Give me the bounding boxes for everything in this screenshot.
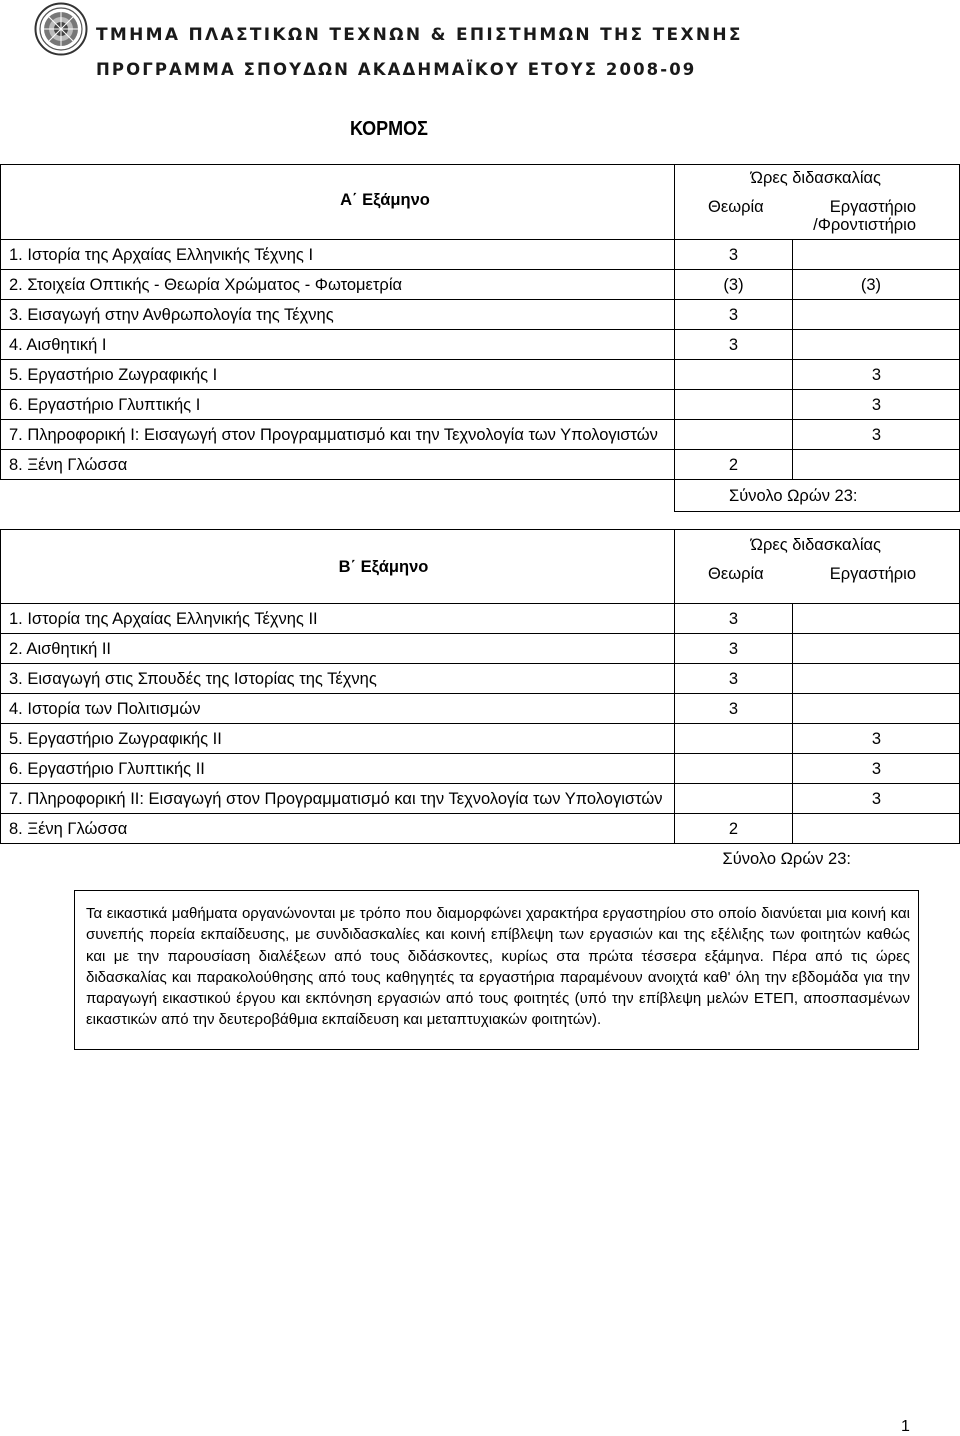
semester_a-course-row xyxy=(1,330,960,360)
lab-hours: 3 xyxy=(793,360,960,390)
lab-header-b: Εργαστήριο xyxy=(829,565,916,583)
semester_a-course-row xyxy=(1,450,960,480)
lab-hours: (3) xyxy=(793,270,960,300)
theory-hours: 3 xyxy=(675,634,793,664)
semester-b-table xyxy=(0,529,960,874)
course-name: 4. Αισθητική Ι xyxy=(1,330,675,360)
theory-header: Θεωρία xyxy=(708,198,764,216)
lab-hours xyxy=(793,634,960,664)
lab-hours: 3 xyxy=(793,420,960,450)
section-title: ΚΟΡΜΟΣ xyxy=(350,118,428,140)
lab-header: Εργαστήριο /Φροντιστήριο xyxy=(813,198,916,234)
theory-hours xyxy=(675,724,793,754)
course-name: 6. Εργαστήριο Γλυπτικής ΙΙ xyxy=(1,754,675,784)
program-title: ΠΡΟΓΡΑΜΜΑ ΣΠΟΥΔΩΝ ΑΚΑΔΗΜΑΪΚΟΥ ΕΤΟΥΣ 2008-09 xyxy=(96,60,697,79)
semester-a-total-row xyxy=(1,480,960,512)
semester-a-header-row xyxy=(1,165,960,240)
theory-hours: 2 xyxy=(675,814,793,844)
lab-hours xyxy=(793,240,960,270)
lab-hours xyxy=(793,300,960,330)
course-name: 7. Πληροφορική ΙΙ: Εισαγωγή στον Προγραμματισμό και την Τεχνολογία των Υπολογιστών xyxy=(1,784,675,814)
semester-b-total: Σύνολο Ωρών 23: xyxy=(722,849,851,868)
semester-a-table xyxy=(0,164,960,512)
course-name: 8. Ξένη Γλώσσα xyxy=(1,450,675,480)
semester_b-course-row xyxy=(1,724,960,754)
theory-hours xyxy=(675,784,793,814)
lab-hours xyxy=(793,604,960,634)
course-name: 7. Πληροφορική Ι: Εισαγωγή στον Προγραμματισμό και την Τεχνολογία των Υπολογιστών xyxy=(1,420,675,450)
semester-a-title: Α΄ Εξάμηνο xyxy=(1,165,675,240)
semester_b-course-row xyxy=(1,634,960,664)
lab-hours: 3 xyxy=(793,390,960,420)
lab-hours xyxy=(793,694,960,724)
course-name: 1. Ιστορία της Αρχαίας Ελληνικής Τέχνης ΙΙ xyxy=(1,604,675,634)
university-seal-icon xyxy=(34,2,88,56)
course-name: 8. Ξένη Γλώσσα xyxy=(1,814,675,844)
semester_a-course-row xyxy=(1,420,960,450)
lab-hours: 3 xyxy=(793,754,960,784)
hours-header-cell-b xyxy=(675,530,960,604)
course-name: 5. Εργαστήριο Ζωγραφικής Ι xyxy=(1,360,675,390)
semester_a-course-row xyxy=(1,240,960,270)
note-box xyxy=(74,890,919,1050)
lab-hours: 3 xyxy=(793,724,960,754)
course-name: 5. Εργαστήριο Ζωγραφικής ΙΙ xyxy=(1,724,675,754)
semester_a-course-row xyxy=(1,390,960,420)
course-name: 2. Αισθητική ΙΙ xyxy=(1,634,675,664)
theory-hours: 3 xyxy=(675,330,793,360)
theory-hours xyxy=(675,360,793,390)
semester_b-course-row xyxy=(1,784,960,814)
semester_b-course-row xyxy=(1,604,960,634)
theory-hours xyxy=(675,754,793,784)
lab-hours: 3 xyxy=(793,784,960,814)
course-name: 4. Ιστορία των Πολιτισμών xyxy=(1,694,675,724)
theory-hours: (3) xyxy=(675,270,793,300)
note-text: Τα εικαστικά μαθήματα οργανώνονται με τρόπο που διαμορφώνει χαρακτήρα εργαστηρίου στο οποίο διανύεται μια κοινή και συνεπής πορεία εκπαίδευσης, με συνδιδασκαλίες και κοινή επίβλεψη των εργασιών και της εξέλιξης των φοιτητών καθώς και με την παρουσίαση διαλέξεων από τους διδάσκοντες, κυρίως στα πρώτα τέσσερα εξάμηνα. Πέρα από τις ώρες διδασκαλίας και παρακολούθησης από τους καθηγητές τα εργαστήρια παραμένουν ανοιχτά καθ' όλη την εβδομάδα για την παραγωγή εικαστικού έργου και εκπόνηση εργασιών από τους φοιτητές (υπό την επίβλεψη μελών ΕΤΕΠ, αποσπασμένων εικαστικών από την δευτεροβάθμια εκπαίδευση και μεταπτυχιακών φοιτητών). xyxy=(86,905,910,1029)
semester_a-course-row xyxy=(1,270,960,300)
theory-hours: 3 xyxy=(675,604,793,634)
theory-hours: 3 xyxy=(675,240,793,270)
course-name: 3. Εισαγωγή στις Σπουδές της Ιστορίας της Τέχνης xyxy=(1,664,675,694)
course-name: 6. Εργαστήριο Γλυπτικής Ι xyxy=(1,390,675,420)
theory-hours xyxy=(675,390,793,420)
semester_b-course-row xyxy=(1,814,960,844)
theory-hours: 2 xyxy=(675,450,793,480)
theory-header-b: Θεωρία xyxy=(708,565,764,583)
hours-header-cell xyxy=(675,165,960,240)
department-title: ΤΜΗΜΑ ΠΛΑΣΤΙΚΩΝ ΤΕΧΝΩΝ & ΕΠΙΣΤΗΜΩΝ ΤΗΣ ΤΕΧΝΗΣ xyxy=(96,25,743,45)
semester_b-course-row xyxy=(1,754,960,784)
hours-header-b: Ώρες διδασκαλίας xyxy=(750,536,881,554)
semester_b-course-row xyxy=(1,694,960,724)
lab-hours xyxy=(793,814,960,844)
lab-hours xyxy=(793,450,960,480)
page-number: 1 xyxy=(901,1418,910,1435)
theory-hours: 3 xyxy=(675,664,793,694)
course-name: 1. Ιστορία της Αρχαίας Ελληνικής Τέχνης Ι xyxy=(1,240,675,270)
semester_b-course-row xyxy=(1,664,960,694)
semester-b-total-row xyxy=(1,844,960,874)
semester_a-course-row xyxy=(1,300,960,330)
semester-b-title: Β΄ Εξάμηνο xyxy=(1,530,675,604)
theory-hours: 3 xyxy=(675,694,793,724)
semester_a-course-row xyxy=(1,360,960,390)
lab-hours xyxy=(793,664,960,694)
course-name: 2. Στοιχεία Οπτικής - Θεωρία Χρώματος - Φωτομετρία xyxy=(1,270,675,300)
semester-b-header-row xyxy=(1,530,960,604)
course-name: 3. Εισαγωγή στην Ανθρωπολογία της Τέχνης xyxy=(1,300,675,330)
theory-hours xyxy=(675,420,793,450)
lab-hours xyxy=(793,330,960,360)
theory-hours: 3 xyxy=(675,300,793,330)
semester-a-total: Σύνολο Ωρών 23: xyxy=(675,480,960,512)
hours-header: Ώρες διδασκαλίας xyxy=(750,169,881,187)
